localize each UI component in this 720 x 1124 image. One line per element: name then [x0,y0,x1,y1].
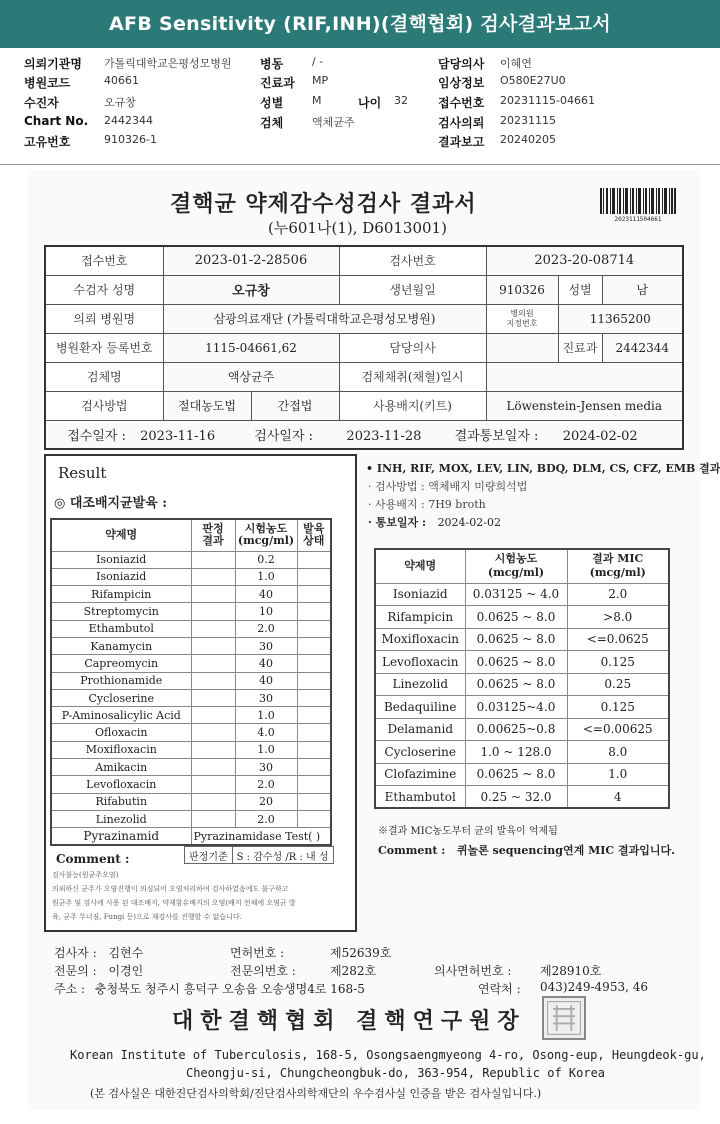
info-label-dept: 진료과 [260,76,295,90]
table-row [51,793,331,810]
test-concentration: 2.0 [235,620,297,637]
test-concentration: 40 [235,586,297,603]
mic-result: 4 [567,786,669,809]
mic-result: 2.0 [567,583,669,606]
table-row [51,637,331,654]
drug-name: Isoniazid [51,551,191,568]
info-label-chart: Chart No. [24,114,89,128]
barcode-icon [600,188,676,214]
cell-label: 검체채취(채혈)일시 [339,362,486,391]
test-concentration: 10 [235,603,297,620]
drug-name: Linezolid [51,810,191,827]
collection-time [486,362,683,391]
judgement-cell [191,655,235,672]
table-row [51,759,331,776]
table-row [51,724,331,741]
judgement-cell [191,707,235,724]
growth-cell [297,741,331,758]
legend-box: 판정기준 S : 감수성 /R : 내 성 [184,846,334,864]
result-title: Result [58,464,107,482]
growth-cell [297,759,331,776]
cell-label: 접수번호 [45,246,163,275]
test-concentration: 1.0 [235,568,297,585]
info-value-ward: / - [312,55,324,68]
english-address-2: Cheongju-si, Chungcheongbuk-do, 363-954, Republic of Korea [186,1066,606,1080]
cell-label: 병의원 지정번호 [486,304,558,333]
test-concentration: 20 [235,793,297,810]
fine-print: 검사불능(원균주오염) [52,871,119,879]
sensitivity-table [50,518,332,846]
pza-test: Pyrazinamidase Test( ) [191,828,331,845]
cell-label: 생년월일 [339,275,486,304]
drug-name: Ethambutol [375,786,465,809]
test-concentration: 1.0 [235,707,297,724]
mic-result: <=0.0625 [567,628,669,651]
info-value-patient: 오규창 [104,96,136,109]
drug-name: Rifampicin [51,586,191,603]
col-header: 시험농도 (mcg/ml) [465,549,567,583]
info-label-age: 나이 [358,96,382,110]
table-row [375,763,669,786]
specimen-name: 액상균주 [163,362,339,391]
growth-cell [297,551,331,568]
doctor-cell [486,333,558,362]
mic-notify: · 통보일자 : 2024-02-02 [368,516,501,529]
judgement-cell [191,810,235,827]
table-row [375,606,669,629]
mic-note: ※결과 MIC농도부터 균의 발육이 억제됨 [378,826,558,837]
growth-cell [297,586,331,603]
cell-label: 사용배지(키트) [339,391,486,420]
table-row [51,672,331,689]
judgement-cell [191,724,235,741]
info-value-report: 20240205 [500,133,556,146]
info-label-id: 고유번호 [24,135,71,149]
mic-notify-date: 2024-02-02 [437,516,501,529]
table-row [51,776,331,793]
growth-cell [297,724,331,741]
info-label-request: 검사의뢰 [438,116,485,130]
drug-name: Capreomycin [51,655,191,672]
growth-cell [297,637,331,654]
judgement-cell [191,637,235,654]
test-concentration: 4.0 [235,724,297,741]
table-row [51,655,331,672]
info-value-doctor: 이혜연 [500,57,532,70]
mic-result: 0.25 [567,673,669,696]
test-range: 0.03125 ~ 4.0 [465,583,567,606]
address: 충청북도 청주시 흥덕구 오송읍 오송생명4로 168-5 [94,982,365,996]
mic-comment: Comment : 퀴놀론 sequencing연계 MIC 결과입니다. [378,844,675,857]
table-row [375,786,669,809]
table-row [51,551,331,568]
table-row [51,810,331,827]
hospital-name: 삼광의료재단 (가톨릭대학교은평성모병원) [163,304,486,333]
drug-name: Cycloserine [375,741,465,764]
report-title: AFB Sensitivity (RIF,INH)(결핵협회) 검사결과보고서 [0,0,720,48]
test-concentration: 40 [235,655,297,672]
date-row: 접수일자 : 2023-11-16 검사일자 : 2023-11-28 결과통보일자 : 2024-02-02 [45,420,683,449]
test-concentration: 1.0 [235,741,297,758]
test-concentration: 30 [235,637,297,654]
col-header: 발육 상태 [297,519,331,551]
info-label-receipt: 접수번호 [438,96,485,110]
mic-table [374,548,670,809]
info-label-clinical: 임상정보 [438,76,485,90]
mic-comment-text: 퀴놀론 sequencing연계 MIC 결과입니다. [456,844,675,857]
table-row [51,603,331,620]
info-label-specimen: 검체 [260,116,284,130]
info-label-patient: 수진자 [24,96,59,110]
judgement-cell [191,689,235,706]
table-row [375,741,669,764]
table-row [375,651,669,674]
info-value-receipt: 20231115-04661 [500,94,595,107]
growth-cell [297,689,331,706]
drug-name: Streptomycin [51,603,191,620]
judgement-cell [191,603,235,620]
method-absolute: 절대농도법 [163,391,251,420]
info-value-hospital-code: 40661 [104,74,139,87]
growth-cell [297,620,331,637]
mic-medium: · 사용배지 : 7H9 broth [368,498,486,511]
col-header: 시험농도 (mcg/ml) [235,519,297,551]
drug-name: Ethambutol [51,620,191,637]
drug-name: Clofazimine [375,763,465,786]
growth-cell [297,793,331,810]
info-label-sex: 성별 [260,96,284,110]
mic-result: 1.0 [567,763,669,786]
document-title: 결핵균 약제감수성검사 결과서 [170,191,477,217]
patient-name: 오규창 [163,275,339,304]
drug-name: Bedaquiline [375,696,465,719]
judgement-cell [191,776,235,793]
mic-result: 0.125 [567,696,669,719]
col-header: 판정 결과 [191,519,235,551]
method-indirect: 간접법 [251,391,339,420]
drug-name: Levofloxacin [51,776,191,793]
table-row [375,696,669,719]
patient-sex: 남 [602,275,683,304]
growth-cell [297,672,331,689]
dept-value: 2442344 [602,333,683,362]
barcode-number: 2023111504661 [614,216,662,223]
mic-result: 0.125 [567,651,669,674]
growth-cell [297,776,331,793]
info-value-specimen: 액체균주 [312,116,355,129]
mic-method: · 검사방법 : 액체배지 미량희석법 [368,480,528,493]
test-date: 2023-11-28 [346,428,422,444]
drug-name: Ofloxacin [51,724,191,741]
specialist-name: 이경인 [108,964,144,978]
document-subtitle: (누601나(1), D6013001) [268,219,447,237]
divider [0,164,720,165]
drug-name: Moxifloxacin [51,741,191,758]
judgement-cell [191,568,235,585]
medium-name: Löwenstein-Jensen media [486,391,683,420]
cell-label: 담당의사 [339,333,486,362]
mic-header: • INH, RIF, MOX, LEV, LIN, BDQ, DLM, CS, CFZ, EMB 결과 [366,462,720,475]
judgement-cell [191,672,235,689]
hospital-code: 11365200 [558,304,683,333]
contact: 043)249-4953, 46 [540,980,648,994]
cell-label: 수검자 성명 [45,275,163,304]
test-range: 0.0625 ~ 8.0 [465,628,567,651]
table-row [51,707,331,724]
info-label-hospital: 의뢰기관명 [24,57,82,71]
drug-name: Cycloserine [51,689,191,706]
cell-label: 검사번호 [339,246,486,275]
table-row [375,628,669,651]
test-concentration: 30 [235,689,297,706]
birth-date: 910326 [486,275,558,304]
control-growth-label: ◎ 대조배지균발육 : [54,496,168,511]
signature-row-3: 주소 : 충청북도 청주시 흥덕구 오송읍 오송생명4로 168-5 연락처 : 043)249-4953, 46 [54,980,648,996]
cell-label: 검사방법 [45,391,163,420]
info-value-sex: M [312,94,322,107]
test-concentration: 0.2 [235,551,297,568]
drug-name: Rifampicin [375,606,465,629]
certification-note: (본 검사실은 대한진단검사의학회/진단검사의학재단의 우수검사실 인증을 받은 검사실입니다.) [90,1087,542,1100]
growth-cell [297,568,331,585]
table-row [375,583,669,606]
examiner-license: 제52639호 [330,946,392,960]
col-header: 약제명 [375,549,465,583]
table-row [375,673,669,696]
info-label-report: 결과보고 [438,135,485,149]
growth-cell [297,655,331,672]
info-value-hospital: 가톨릭대학교은평성모병원 [104,57,232,70]
growth-cell [297,707,331,724]
info-label-hospital-code: 병원코드 [24,76,71,90]
drug-name: Amikacin [51,759,191,776]
english-address-1: Korean Institute of Tuberculosis, 168-5, Osongsaengmyeong 4-ro, Osong-eup, Heungdeok-gu, [70,1048,706,1062]
drug-name: Rifabutin [51,793,191,810]
notify-date: 2024-02-02 [562,428,638,444]
growth-cell [297,603,331,620]
test-range: 0.0625 ~ 8.0 [465,606,567,629]
test-concentration: 30 [235,759,297,776]
test-number: 2023-20-08714 [486,246,683,275]
drug-name: Isoniazid [51,568,191,585]
test-range: 1.0 ~ 128.0 [465,741,567,764]
drug-name: Linezolid [375,673,465,696]
cell-label: 성별 [558,275,602,304]
test-range: 0.0625 ~ 8.0 [465,763,567,786]
drug-name: Prothionamide [51,672,191,689]
info-value-chart: 2442344 [104,114,153,127]
specialist-license: 제282호 [330,964,377,978]
test-concentration: 40 [235,672,297,689]
judgement-cell [191,793,235,810]
table-row [51,568,331,585]
table-row [51,620,331,637]
receipt-number: 2023-01-2-28506 [163,246,339,275]
examiner-name: 김현수 [108,946,144,960]
table-row [375,718,669,741]
test-range: 0.0625 ~ 8.0 [465,673,567,696]
info-value-id: 910326-1 [104,133,157,146]
table-row [51,689,331,706]
table-row [51,741,331,758]
doctor-license: 제28910호 [540,964,602,978]
judgement-cell [191,741,235,758]
judgement-cell [191,620,235,637]
test-concentration: 2.0 [235,810,297,827]
info-label-doctor: 담당의사 [438,57,485,71]
drug-name: Isoniazid [375,583,465,606]
judgement-cell [191,551,235,568]
receipt-date: 2023-11-16 [140,428,216,444]
info-value-dept: MP [312,74,329,87]
test-range: 0.25 ~ 32.0 [465,786,567,809]
test-concentration: 2.0 [235,776,297,793]
fine-print: 육, 균주 무너짐, Fungi 등)으로 재검사를 진행할 수 없습니다. [52,913,242,921]
cell-label: 검체명 [45,362,163,391]
test-range: 0.03125~4.0 [465,696,567,719]
drug-name: Moxifloxacin [375,628,465,651]
cell-label: 의뢰 병원명 [45,304,163,333]
fine-print: 원균주 및 검사에 사용 된 대조배지, 약제함유배지의 오염(배지 전체에 오염균 발 [52,899,296,907]
drug-name: P-Aminosalicylic Acid [51,707,191,724]
table-row [51,586,331,603]
cell-label: 진료과 [558,333,602,362]
comment-label: Comment : [56,852,130,866]
signature-row-2: 전문의 : 이경인 전문의번호 : 제282호 의사면허번호 : 제28910호 [54,964,602,978]
patient-info-panel [0,50,720,160]
drug-name: Levofloxacin [375,651,465,674]
fine-print: 의뢰하신 균주가 오염진행이 의심되어 오염처리하여 검사하였음에도 불구하고 [52,885,289,893]
col-header: 결과 MIC (mcg/ml) [567,549,669,583]
col-header: 약제명 [51,519,191,551]
test-range: 0.00625~0.8 [465,718,567,741]
info-label-ward: 병동 [260,57,284,71]
info-value-clinical: O580E27U0 [500,74,566,87]
judgement-cell [191,759,235,776]
test-range: 0.0625 ~ 8.0 [465,651,567,674]
request-info-table [44,245,684,450]
info-value-request: 20231115 [500,114,556,127]
registration-number: 1115-04661,62 [163,333,339,362]
mic-result: 8.0 [567,741,669,764]
organization-name: 대한결핵협회 결핵연구원장 [172,1008,526,1034]
drug-name: Kanamycin [51,637,191,654]
info-value-age: 32 [394,94,408,107]
pza-drug: Pyrazinamid [51,828,191,845]
growth-cell [297,810,331,827]
cell-label: 병원환자 등록번호 [45,333,163,362]
drug-name: Delamanid [375,718,465,741]
signature-row-1: 검사자 : 김현수 면허번호 : 제52639호 [54,946,392,960]
mic-result: <=0.00625 [567,718,669,741]
result-panel [44,454,357,932]
mic-result: >8.0 [567,606,669,629]
judgement-cell [191,586,235,603]
official-seal-icon [542,996,586,1040]
